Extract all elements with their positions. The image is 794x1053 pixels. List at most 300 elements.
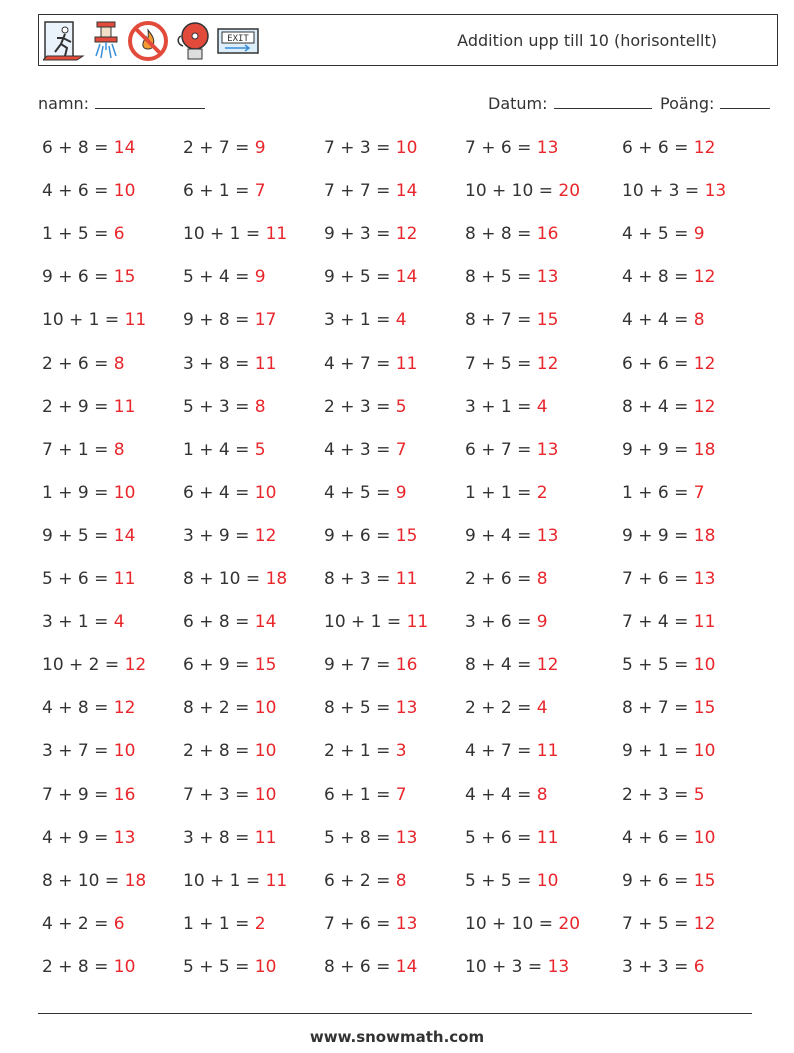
problem-expression: 1 + 1 = <box>465 482 537 503</box>
problem-item <box>183 354 276 374</box>
problem-answer: 10 <box>254 784 277 805</box>
problem-expression: 3 + 8 = <box>183 353 255 374</box>
name-label: namn: <box>38 94 90 113</box>
problem-answer: 7 <box>395 784 407 805</box>
name-blank[interactable] <box>95 92 205 109</box>
problem-expression: 10 + 10 = <box>465 181 559 202</box>
problem-item <box>622 655 715 675</box>
problem-answer: 15 <box>113 267 136 288</box>
problem-row <box>0 785 794 828</box>
problem-item <box>42 957 135 977</box>
problem-expression: 3 + 3 = <box>622 956 694 977</box>
problem-item <box>324 871 407 891</box>
problem-expression: 4 + 6 = <box>42 181 114 202</box>
problem-expression: 4 + 9 = <box>42 827 114 848</box>
problem-expression: 9 + 1 = <box>622 741 694 762</box>
problem-expression: 8 + 3 = <box>324 569 396 589</box>
problem-item <box>465 957 569 977</box>
date-blank[interactable] <box>554 92 652 109</box>
problem-expression: 8 + 4 = <box>465 655 537 676</box>
problem-answer: 20 <box>558 913 581 934</box>
problem-item <box>183 397 266 417</box>
problem-expression: 8 + 4 = <box>622 396 694 417</box>
problem-item <box>622 871 715 891</box>
problem-answer: 14 <box>113 525 136 546</box>
problem-item <box>465 655 558 675</box>
problem-expression: 4 + 4 = <box>465 784 537 805</box>
problem-answer: 13 <box>693 569 716 589</box>
problem-expression: 8 + 6 = <box>324 956 396 977</box>
problem-expression: 8 + 5 = <box>324 698 396 719</box>
problem-answer: 8 <box>254 396 266 417</box>
problem-expression: 10 + 1 = <box>183 224 266 245</box>
footer-divider <box>38 1013 752 1014</box>
problem-answer: 12 <box>113 698 136 719</box>
problem-item <box>465 397 548 417</box>
problem-item <box>622 612 715 632</box>
problem-item <box>42 698 135 718</box>
worksheet-header <box>38 14 778 66</box>
problem-answer: 7 <box>254 181 266 202</box>
problem-answer: 11 <box>536 827 559 848</box>
problem-answer: 6 <box>113 224 125 245</box>
problem-expression: 10 + 3 = <box>622 181 705 202</box>
problem-expression: 7 + 3 = <box>183 784 255 805</box>
problem-item <box>42 526 135 546</box>
problem-expression: 4 + 2 = <box>42 913 114 934</box>
problem-expression: 7 + 4 = <box>622 612 694 633</box>
problem-answer: 8 <box>536 569 548 589</box>
problem-answer: 10 <box>395 138 418 158</box>
problem-expression: 7 + 9 = <box>42 784 114 805</box>
problem-expression: 4 + 7 = <box>465 741 537 762</box>
problem-item <box>183 483 276 503</box>
problem-answer: 13 <box>536 439 559 460</box>
problem-answer: 5 <box>254 439 266 460</box>
problem-item <box>324 828 417 848</box>
problem-item <box>324 354 417 374</box>
footer-url: www.snowmath.com <box>309 1028 485 1046</box>
problem-answer: 10 <box>113 956 136 977</box>
problem-answer: 11 <box>113 396 136 417</box>
problem-answer: 8 <box>536 784 548 805</box>
problem-expression: 4 + 5 = <box>324 482 396 503</box>
problem-expression: 9 + 6 = <box>42 267 114 288</box>
problem-expression: 10 + 1 = <box>42 310 125 331</box>
problem-answer: 10 <box>693 827 716 848</box>
score-label: Poäng: <box>660 94 715 113</box>
problem-item <box>465 914 580 934</box>
problem-answer: 9 <box>693 224 705 245</box>
problem-row <box>0 224 794 267</box>
problem-expression: 3 + 7 = <box>42 741 114 762</box>
problem-answer: 13 <box>113 827 136 848</box>
problem-item <box>42 569 135 589</box>
exit-sign-icon <box>217 26 259 56</box>
problem-item <box>183 310 276 330</box>
problem-answer: 8 <box>113 439 125 460</box>
problem-item <box>622 354 715 374</box>
problem-item <box>183 957 276 977</box>
problem-item <box>183 698 276 718</box>
problem-item <box>465 526 558 546</box>
problem-item <box>622 138 715 158</box>
problem-item <box>324 181 417 201</box>
problem-item <box>42 785 135 805</box>
problem-expression: 3 + 1 = <box>42 612 114 633</box>
problem-item <box>622 224 705 244</box>
problem-expression: 9 + 3 = <box>324 224 396 245</box>
problem-item <box>183 138 266 158</box>
problem-answer: 11 <box>265 870 288 891</box>
problem-answer: 6 <box>113 913 125 934</box>
problem-answer: 10 <box>536 870 559 891</box>
problem-expression: 2 + 6 = <box>42 353 114 374</box>
problem-expression: 2 + 6 = <box>465 569 537 589</box>
problem-item <box>622 483 705 503</box>
problem-item <box>324 224 417 244</box>
problem-item <box>42 440 125 460</box>
problem-row <box>0 483 794 526</box>
problem-item <box>183 785 276 805</box>
problem-item <box>42 914 125 934</box>
problem-answer: 11 <box>113 569 136 589</box>
problem-answer: 10 <box>693 655 716 676</box>
problem-answer: 7 <box>395 439 407 460</box>
problem-expression: 2 + 7 = <box>183 138 255 158</box>
problem-item <box>465 310 558 330</box>
problem-item <box>42 224 125 244</box>
emergency-exit-icon <box>43 20 85 62</box>
problem-item <box>465 569 548 589</box>
problem-expression: 8 + 2 = <box>183 698 255 719</box>
problem-answer: 11 <box>406 612 429 633</box>
problem-row <box>0 828 794 871</box>
problem-expression: 9 + 6 = <box>622 870 694 891</box>
problem-item <box>324 914 417 934</box>
date-field <box>488 92 652 113</box>
problem-item <box>465 267 558 287</box>
problem-expression: 4 + 8 = <box>622 267 694 288</box>
problem-row <box>0 440 794 483</box>
problem-answer: 10 <box>254 956 277 977</box>
problem-item <box>324 267 417 287</box>
problem-item <box>622 569 715 589</box>
problem-item <box>465 785 548 805</box>
problem-answer: 15 <box>254 655 277 676</box>
problem-expression: 9 + 9 = <box>622 525 694 546</box>
problem-expression: 9 + 5 = <box>324 267 396 288</box>
problem-answer: 20 <box>558 181 581 202</box>
problem-item <box>324 397 407 417</box>
problem-item <box>42 612 125 632</box>
problem-item <box>324 957 417 977</box>
problem-item <box>183 741 276 761</box>
problem-row <box>0 698 794 741</box>
problem-expression: 7 + 6 = <box>465 138 537 158</box>
problem-expression: 8 + 7 = <box>465 310 537 331</box>
problem-item <box>622 526 715 546</box>
problem-item <box>465 612 548 632</box>
problem-item <box>324 569 417 589</box>
problem-expression: 6 + 1 = <box>324 784 396 805</box>
problem-expression: 2 + 1 = <box>324 741 396 762</box>
problem-expression: 10 + 1 = <box>183 870 266 891</box>
problem-expression: 6 + 8 = <box>183 612 255 633</box>
problem-answer: 11 <box>254 827 277 848</box>
problem-expression: 6 + 9 = <box>183 655 255 676</box>
problem-answer: 10 <box>693 741 716 762</box>
problem-expression: 8 + 8 = <box>465 224 537 245</box>
problem-answer: 10 <box>254 698 277 719</box>
problem-item <box>465 871 558 891</box>
problem-answer: 5 <box>395 396 407 417</box>
problem-expression: 8 + 7 = <box>622 698 694 719</box>
problem-expression: 9 + 8 = <box>183 310 255 331</box>
problem-answer: 18 <box>124 870 147 891</box>
problem-expression: 7 + 5 = <box>622 913 694 934</box>
problem-answer: 2 <box>254 913 266 934</box>
problem-item <box>183 828 276 848</box>
problem-expression: 4 + 7 = <box>324 353 396 374</box>
problem-answer: 16 <box>536 224 559 245</box>
problem-item <box>42 655 146 675</box>
problem-answer: 10 <box>113 181 136 202</box>
problem-row <box>0 655 794 698</box>
problem-answer: 4 <box>536 396 548 417</box>
problem-answer: 16 <box>113 784 136 805</box>
problem-expression: 7 + 3 = <box>324 138 396 158</box>
problem-answer: 14 <box>395 267 418 288</box>
problem-item <box>183 655 276 675</box>
problem-item <box>183 267 266 287</box>
problem-expression: 9 + 4 = <box>465 525 537 546</box>
problem-answer: 9 <box>254 267 266 288</box>
problem-answer: 10 <box>254 741 277 762</box>
problem-item <box>42 741 135 761</box>
problem-answer: 12 <box>536 353 559 374</box>
problem-answer: 11 <box>124 310 147 331</box>
problem-expression: 3 + 9 = <box>183 525 255 546</box>
problem-answer: 11 <box>536 741 559 762</box>
problem-item <box>622 310 705 330</box>
sprinkler-icon <box>91 20 121 62</box>
problem-expression: 10 + 10 = <box>465 913 559 934</box>
problem-row <box>0 741 794 784</box>
problem-answer: 10 <box>113 741 136 762</box>
problem-item <box>183 526 276 546</box>
problem-item <box>622 914 715 934</box>
problem-answer: 15 <box>536 310 559 331</box>
problem-item <box>324 310 407 330</box>
problem-expression: 5 + 4 = <box>183 267 255 288</box>
problem-item <box>183 224 287 244</box>
problem-answer: 13 <box>536 525 559 546</box>
problem-answer: 11 <box>265 224 288 245</box>
problem-expression: 9 + 6 = <box>324 525 396 546</box>
problem-row <box>0 914 794 957</box>
problem-item <box>183 871 287 891</box>
problem-answer: 15 <box>693 698 716 719</box>
problem-expression: 6 + 6 = <box>622 138 694 158</box>
problem-answer: 8 <box>113 353 125 374</box>
problem-expression: 5 + 5 = <box>465 870 537 891</box>
problem-expression: 1 + 6 = <box>622 482 694 503</box>
problem-answer: 13 <box>395 698 418 719</box>
problem-answer: 2 <box>536 482 548 503</box>
problem-row <box>0 138 794 181</box>
problem-item <box>465 181 580 201</box>
problem-expression: 4 + 4 = <box>622 310 694 331</box>
problem-answer: 10 <box>113 482 136 503</box>
problem-answer: 8 <box>693 310 705 331</box>
problem-answer: 15 <box>395 525 418 546</box>
problem-answer: 13 <box>395 913 418 934</box>
problem-expression: 6 + 8 = <box>42 138 114 158</box>
problem-row <box>0 310 794 353</box>
problem-answer: 12 <box>693 353 716 374</box>
problem-item <box>42 828 135 848</box>
problem-item <box>42 310 146 330</box>
problem-answer: 12 <box>395 224 418 245</box>
problem-answer: 16 <box>395 655 418 676</box>
problem-answer: 12 <box>254 525 277 546</box>
problem-expression: 6 + 4 = <box>183 482 255 503</box>
problem-expression: 6 + 6 = <box>622 353 694 374</box>
problem-answer: 4 <box>395 310 407 331</box>
score-field <box>660 92 770 113</box>
problem-item <box>622 957 705 977</box>
problem-row <box>0 612 794 655</box>
problem-item <box>622 267 715 287</box>
fire-alarm-bell-icon <box>175 20 211 62</box>
problem-item <box>622 698 715 718</box>
problem-item <box>465 483 548 503</box>
problem-answer: 12 <box>693 267 716 288</box>
problem-answer: 15 <box>693 870 716 891</box>
problem-item <box>42 267 135 287</box>
problem-answer: 17 <box>254 310 277 331</box>
problem-expression: 6 + 1 = <box>183 181 255 202</box>
problem-answer: 9 <box>254 138 266 158</box>
problem-answer: 7 <box>693 482 705 503</box>
problem-expression: 6 + 7 = <box>465 439 537 460</box>
date-label: Datum: <box>488 94 548 113</box>
problem-item <box>324 655 417 675</box>
problem-expression: 7 + 6 = <box>324 913 396 934</box>
problem-expression: 5 + 5 = <box>183 956 255 977</box>
problem-item <box>324 698 417 718</box>
problem-expression: 4 + 6 = <box>622 827 694 848</box>
problem-item <box>622 181 726 201</box>
problem-item <box>42 397 135 417</box>
problem-answer: 8 <box>395 870 407 891</box>
problem-answer: 14 <box>113 138 136 158</box>
problem-answer: 11 <box>395 569 418 589</box>
problem-answer: 4 <box>536 698 548 719</box>
problem-expression: 9 + 5 = <box>42 525 114 546</box>
problem-answer: 13 <box>547 956 570 977</box>
problem-item <box>324 440 407 460</box>
problem-answer: 11 <box>395 353 418 374</box>
problem-expression: 6 + 2 = <box>324 870 396 891</box>
problem-expression: 4 + 3 = <box>324 439 396 460</box>
problem-item <box>324 741 407 761</box>
problem-answer: 11 <box>254 353 277 374</box>
problem-expression: 2 + 2 = <box>465 698 537 719</box>
problem-item <box>465 741 558 761</box>
problem-expression: 7 + 1 = <box>42 439 114 460</box>
problem-answer: 3 <box>395 741 407 762</box>
problem-item <box>465 138 558 158</box>
problem-row <box>0 569 794 612</box>
problem-expression: 3 + 1 = <box>465 396 537 417</box>
problem-answer: 12 <box>693 138 716 158</box>
problem-answer: 12 <box>536 655 559 676</box>
problem-item <box>183 181 266 201</box>
problem-row <box>0 354 794 397</box>
problem-answer: 12 <box>124 655 147 676</box>
problem-answer: 14 <box>254 612 277 633</box>
problem-expression: 7 + 5 = <box>465 353 537 374</box>
score-blank[interactable] <box>720 92 770 109</box>
problem-item <box>465 354 558 374</box>
problem-item <box>42 138 135 158</box>
problem-item <box>324 526 417 546</box>
problem-answer: 6 <box>693 956 705 977</box>
problem-answer: 13 <box>536 267 559 288</box>
problem-answer: 12 <box>693 396 716 417</box>
problem-row <box>0 957 794 1000</box>
problem-expression: 5 + 6 = <box>42 569 114 589</box>
problem-item <box>622 785 705 805</box>
problem-expression: 2 + 9 = <box>42 396 114 417</box>
worksheet-title: Addition upp till 10 (horisontellt) <box>457 31 717 50</box>
problem-answer: 11 <box>693 612 716 633</box>
problem-item <box>622 440 715 460</box>
problem-answer: 10 <box>254 482 277 503</box>
problem-item <box>183 569 287 589</box>
problem-expression: 8 + 10 = <box>183 569 266 589</box>
problem-expression: 2 + 3 = <box>622 784 694 805</box>
problem-answer: 18 <box>693 439 716 460</box>
problem-item <box>465 698 548 718</box>
problem-item <box>324 138 417 158</box>
problem-answer: 18 <box>693 525 716 546</box>
problem-item <box>324 612 428 632</box>
problem-item <box>622 741 715 761</box>
problem-expression: 4 + 8 = <box>42 698 114 719</box>
problem-answer: 9 <box>536 612 548 633</box>
problem-item <box>42 871 146 891</box>
problem-expression: 2 + 8 = <box>42 956 114 977</box>
problem-expression: 1 + 4 = <box>183 439 255 460</box>
problem-expression: 10 + 2 = <box>42 655 125 676</box>
problem-answer: 14 <box>395 181 418 202</box>
problem-expression: 1 + 9 = <box>42 482 114 503</box>
problem-row <box>0 267 794 310</box>
problem-expression: 5 + 5 = <box>622 655 694 676</box>
problem-expression: 3 + 8 = <box>183 827 255 848</box>
problem-item <box>183 612 276 632</box>
problem-row <box>0 526 794 569</box>
problem-expression: 10 + 3 = <box>465 956 548 977</box>
problem-answer: 18 <box>265 569 288 589</box>
problem-answer: 13 <box>704 181 727 202</box>
problem-answer: 13 <box>395 827 418 848</box>
problem-answer: 4 <box>113 612 125 633</box>
problem-item <box>622 828 715 848</box>
